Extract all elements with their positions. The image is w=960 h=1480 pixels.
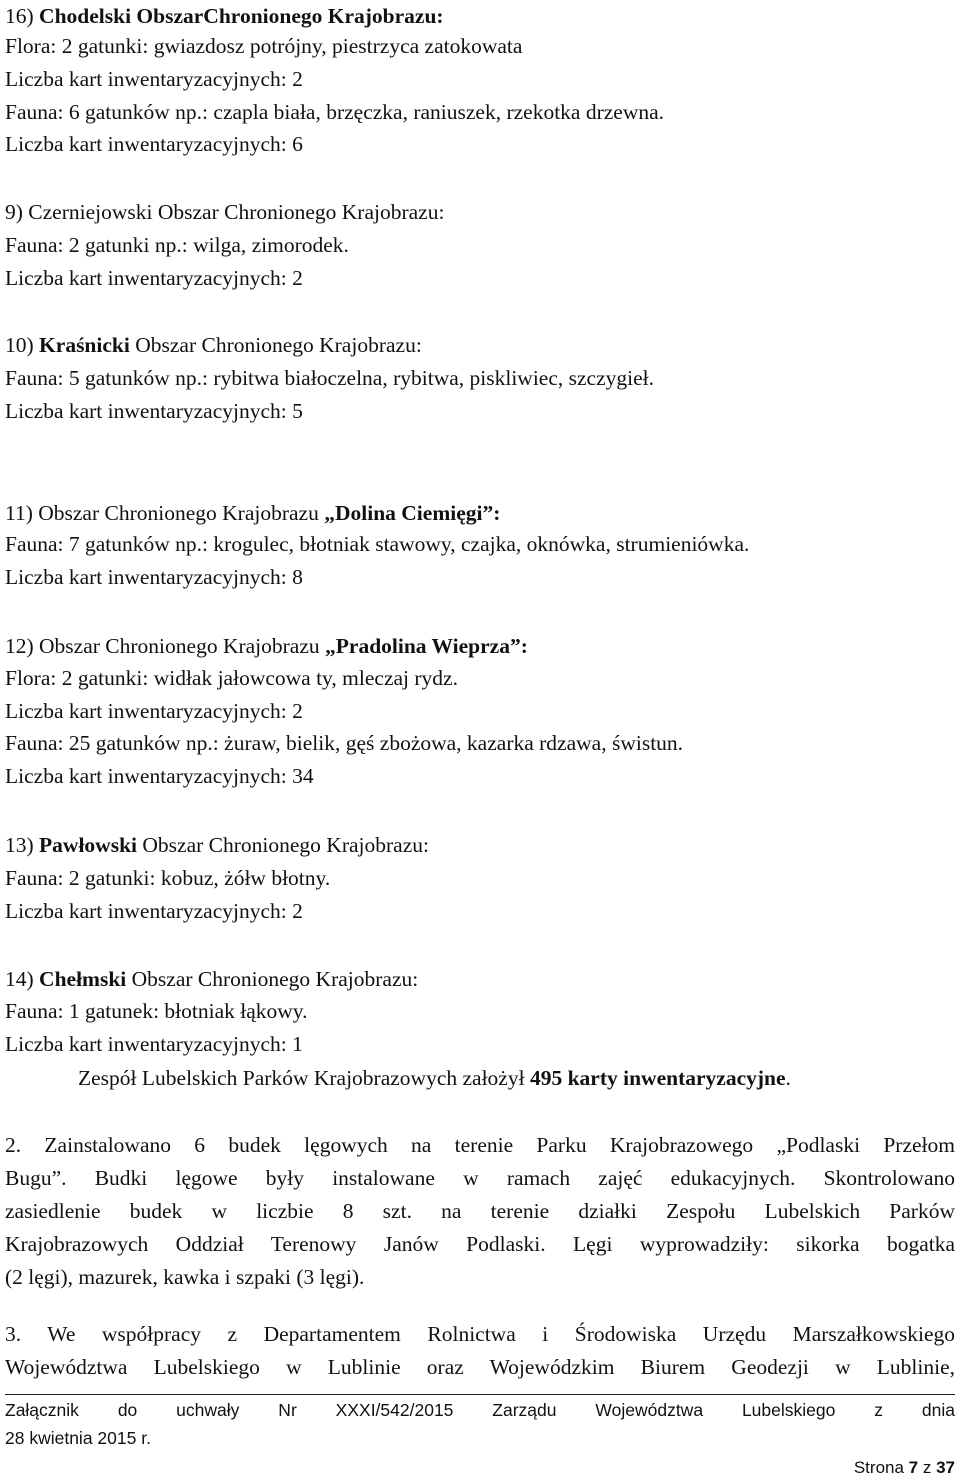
heading-number: 12) Obszar Chronionego Krajobrazu [5, 634, 326, 658]
body-line: Flora: 2 gatunki: gwiazdosz potrójny, piestrzyca zatokowata [5, 34, 523, 58]
section-heading: 9) Czerniejowski Obszar Chronionego Krajobrazu: [5, 200, 445, 224]
section-heading [5, 829, 429, 862]
summary-text: Zespół Lubelskich Parków Krajobrazowych założył [78, 1066, 530, 1090]
body-line: Liczba kart inwentaryzacyjnych: 2 [5, 67, 303, 91]
page-total: 37 [936, 1458, 955, 1477]
body-line: Fauna: 7 gatunków np.: krogulec, błotniak stawowy, czajka, oknówka, strumieniówka. [5, 532, 750, 556]
body-line: Liczba kart inwentaryzacyjnych: 5 [5, 399, 303, 423]
heading-rest-text: Obszar Chronionego Krajobrazu: [126, 967, 419, 991]
paragraph-line: Województwa Lubelskiego w Lublinie oraz Wojewódzkim Biurem Geodezji w Lublinie, [5, 1355, 955, 1379]
paragraph-line: Bugu”. Budki lęgowe były instalowane w ramach zajęć edukacyjnych. Skontrolowano [5, 1166, 955, 1190]
paragraph-line: zasiedlenie budek w liczbie 8 szt. na terenie działki Zespołu Lubelskich Parków [5, 1199, 955, 1223]
heading-rest-text: Obszar Chronionego Krajobrazu: [129, 333, 422, 357]
page-number-separator: z [918, 1458, 937, 1477]
heading-bold-text: Chodelski ObszarChronionego Krajobrazu: [39, 4, 444, 28]
heading-number: 16) [5, 4, 40, 28]
body-line: Liczba kart inwentaryzacyjnych: 2 [5, 699, 303, 723]
heading-bold-text: Kraśnicki [39, 333, 130, 357]
body-line: Fauna: 2 gatunki: kobuz, żółw błotny. [5, 866, 331, 890]
body-line: Liczba kart inwentaryzacyjnych: 1 [5, 1032, 303, 1056]
body-line: Liczba kart inwentaryzacyjnych: 34 [5, 764, 314, 788]
heading-bold-text: Pawłowski [39, 833, 138, 857]
body-line: Fauna: 5 gatunków np.: rybitwa białoczelna, rybitwa, piskliwiec, szczygieł. [5, 366, 654, 390]
page-number-prefix: Strona [853, 1458, 909, 1477]
heading-number: 14) [5, 967, 40, 991]
body-line: Liczba kart inwentaryzacyjnych: 2 [5, 899, 303, 923]
body-line: Liczba kart inwentaryzacyjnych: 8 [5, 565, 303, 589]
heading-number: 11) Obszar Chronionego Krajobrazu [5, 501, 325, 525]
body-line: Liczba kart inwentaryzacyjnych: 6 [5, 132, 303, 156]
page-number [854, 1458, 955, 1478]
body-line: Fauna: 25 gatunków np.: żuraw, bielik, gęś zbożowa, kazarka rdzawa, świstun. [5, 731, 684, 755]
section-heading [5, 0, 444, 33]
body-line: Fauna: 1 gatunek: błotniak łąkowy. [5, 999, 308, 1023]
heading-rest-text: Obszar Chronionego Krajobrazu: [137, 833, 429, 857]
footer-divider [5, 1394, 955, 1395]
body-line: Flora: 2 gatunki: widłak jałowcowa ty, mleczaj rydz. [5, 666, 458, 690]
heading-bold-text: Chełmski [39, 967, 127, 991]
paragraph-line: (2 lęgi), mazurek, kawka i szpaki (3 lęgi). [5, 1265, 365, 1289]
section-heading [5, 497, 500, 530]
heading-number: 10) [5, 333, 40, 357]
heading-bold-text: „Pradolina Wieprza”: [325, 634, 528, 658]
body-line: Fauna: 6 gatunków np.: czapla biała, brzęczka, raniuszek, rzekotka drzewna. [5, 100, 665, 124]
body-line: Fauna: 2 gatunki np.: wilga, zimorodek. [5, 233, 349, 257]
footer-date: 28 kwietnia 2015 r. [5, 1428, 151, 1448]
paragraph-line: 3. We współpracy z Departamentem Rolnictwa i Środowiska Urzędu Marszałkowskiego [5, 1322, 955, 1346]
section-heading [5, 329, 422, 362]
paragraph-line: Krajobrazowych Oddział Terenowy Janów Podlaski. Lęgi wyprowadziły: sikorka bogatka [5, 1232, 955, 1256]
summary-bold-count: 495 karty inwentaryzacyjne [529, 1066, 786, 1090]
heading-number: 13) [5, 833, 40, 857]
heading-bold-text: „Dolina Ciemięgi”: [324, 501, 501, 525]
section-heading [5, 963, 418, 996]
page-current: 7 [908, 1458, 919, 1477]
paragraph-line: 2. Zainstalowano 6 budek lęgowych na terenie Parku Krajobrazowego „Podlaski Przełom [5, 1133, 955, 1157]
section-heading [5, 630, 528, 663]
summary-period: . [785, 1066, 791, 1090]
body-line: Liczba kart inwentaryzacyjnych: 2 [5, 266, 303, 290]
footer-resolution-line: Załącznik do uchwały Nr XXXI/542/2015 Zarządu Województwa Lubelskiego z dnia [5, 1400, 955, 1420]
summary-line [78, 1062, 791, 1095]
